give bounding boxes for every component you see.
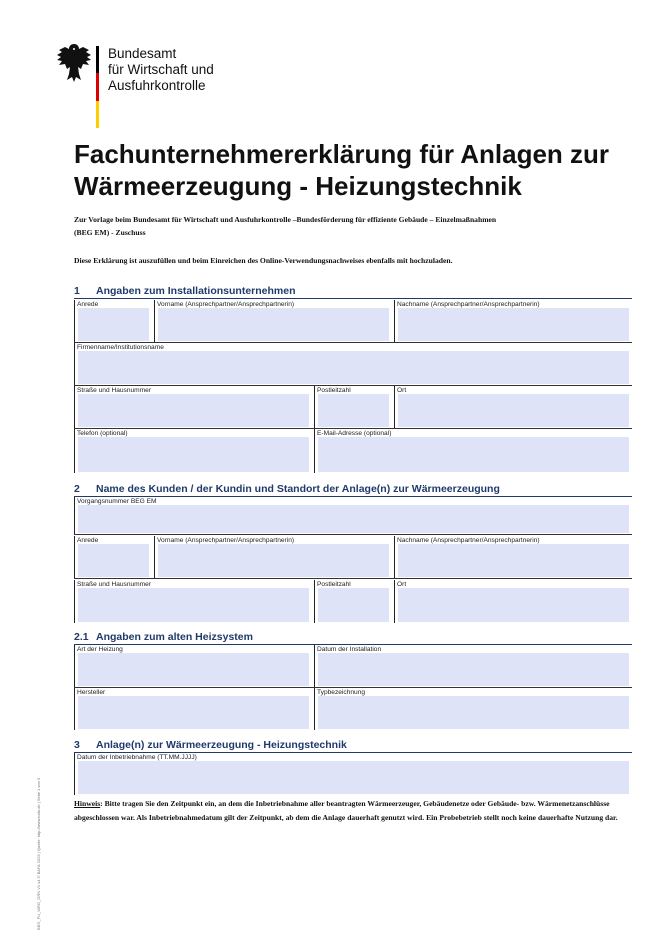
s21-hersteller-field — [74, 688, 312, 730]
section-2-1-number: 2.1 — [74, 631, 89, 643]
s21-hersteller-input[interactable] — [78, 696, 309, 729]
s1-anrede-field — [74, 300, 152, 342]
s21-datum-field — [314, 645, 632, 687]
s21-art-input[interactable] — [78, 653, 309, 686]
page-title — [74, 138, 654, 202]
s2-nachname-label: Nachname (Ansprechpartner/Ansprechpartnerin) — [397, 537, 540, 544]
s1-nachname-input[interactable] — [398, 308, 629, 341]
s21-art-field — [74, 645, 312, 687]
s21-hersteller-label: Hersteller — [77, 689, 106, 696]
s1-ort-label: Ort — [397, 387, 407, 394]
s1-nachname-field — [394, 300, 632, 342]
s2-plz-input[interactable] — [318, 588, 389, 622]
s2-strasse-input[interactable] — [78, 588, 309, 622]
s2-row-divider-2 — [74, 578, 632, 579]
s21-art-label: Art der Heizung — [77, 646, 123, 653]
s21-datum-label: Datum der Installation — [317, 646, 382, 653]
s21-typ-field — [314, 688, 632, 730]
s1-strasse-field — [74, 386, 312, 428]
s21-typ-label: Typbezeichnung — [317, 689, 366, 696]
federal-eagle-logo — [56, 40, 92, 84]
flag-stripe-black — [96, 46, 99, 73]
s1-telefon-field — [74, 429, 312, 473]
hint-note — [74, 797, 634, 825]
section-1-rule — [74, 298, 632, 299]
s3-datum-input[interactable] — [78, 761, 629, 794]
section-1-title: Angaben zum Installationsunternehmen — [96, 285, 296, 297]
s3-datum-label: Datum der Inbetriebnahme (TT.MM.JJJJ) — [77, 754, 197, 761]
s2-vorgang-label: Vorgangsnummer BEG EM — [77, 498, 157, 505]
s1-plz-label: Postleitzahl — [317, 387, 351, 394]
s1-email-label: E-Mail-Adresse (optional) — [317, 430, 392, 437]
s1-anrede-label: Anrede — [77, 301, 99, 308]
section-1-number: 1 — [74, 285, 80, 297]
s1-plz-input[interactable] — [318, 394, 389, 427]
flag-stripe-red — [96, 73, 99, 101]
section-2-title: Name des Kunden / der Kundin und Standort der Anlage(n) zur Wärmeerzeugung — [96, 483, 500, 495]
s2-vorname-input[interactable] — [158, 544, 389, 577]
s1-ort-field — [394, 386, 632, 428]
s1-strasse-label: Straße und Hausnummer — [77, 387, 152, 394]
s1-telefon-label: Telefon (optional) — [77, 430, 128, 437]
title-line-2: Wärmeerzeugung - Heizungstechnik — [74, 171, 522, 201]
s2-strasse-field — [74, 580, 312, 623]
intro-line-1: Zur Vorlage beim Bundesamt für Wirtschaft und Ausfuhrkontrolle –Bundesförderung für effiziente Gebäude – Einzelmaßnahmen — [74, 215, 497, 224]
s21-datum-input[interactable] — [318, 653, 629, 686]
agency-line-2: für Wirtschaft und — [108, 62, 214, 77]
s1-firma-field — [74, 343, 632, 385]
agency-line-3: Ausfuhrkontrolle — [108, 78, 206, 93]
s3-datum-field — [74, 753, 632, 795]
s1-strasse-input[interactable] — [78, 394, 309, 427]
section-2-1-title: Angaben zum alten Heizsystem — [96, 631, 253, 643]
s1-firma-label: Firmenname/Institutionsname — [77, 344, 164, 351]
s2-nachname-input[interactable] — [398, 544, 629, 577]
s2-vorgang-field — [74, 497, 632, 534]
section-2-number: 2 — [74, 483, 80, 495]
intro-instruction: Diese Erklärung ist auszufüllen und beim Einreichen des Online-Verwendungsnachweises ebenfalls mit hochzuladen. — [74, 256, 453, 265]
s2-plz-label: Postleitzahl — [317, 581, 351, 588]
section-3-title: Anlage(n) zur Wärmeerzeugung - Heizungstechnik — [96, 739, 347, 751]
s2-anrede-field — [74, 536, 152, 578]
s2-plz-field — [314, 580, 392, 623]
s2-ort-field — [394, 580, 632, 623]
agency-name — [108, 46, 214, 94]
s1-nachname-label: Nachname (Ansprechpartner/Ansprechpartnerin) — [397, 301, 540, 308]
section-2-heading — [74, 483, 500, 495]
section-3-number: 3 — [74, 739, 80, 751]
s2-vorname-label: Vorname (Ansprechpartner/Ansprechpartnerin) — [157, 537, 295, 544]
section-3-heading — [74, 739, 347, 751]
intro-line-2: (BEG EM) - Zuschuss — [74, 228, 146, 237]
intro-text — [74, 213, 634, 239]
s1-vorname-label: Vorname (Ansprechpartner/Ansprechpartnerin) — [157, 301, 295, 308]
s2-ort-input[interactable] — [398, 588, 629, 622]
s2-ort-label: Ort — [397, 581, 407, 588]
s1-vorname-field — [154, 300, 392, 342]
s2-nachname-field — [394, 536, 632, 578]
s1-email-field — [314, 429, 632, 473]
s2-row-divider-1 — [74, 534, 632, 535]
s1-email-input[interactable] — [318, 437, 629, 472]
s1-ort-input[interactable] — [398, 394, 629, 427]
flag-stripe-gold — [96, 101, 99, 128]
section-2-1-heading — [74, 631, 253, 643]
agency-line-1: Bundesamt — [108, 46, 177, 61]
section-1-heading — [74, 285, 296, 297]
s1-firma-input[interactable] — [78, 351, 629, 384]
hint-label: Hinweis — [74, 799, 101, 808]
s2-strasse-label: Straße und Hausnummer — [77, 581, 152, 588]
document-side-note: BEG_FU_WRG_GRN V1 v4 © BAFA 2023 | Quelle: http://www.bafa.de | Seite 1 von 5 — [36, 777, 41, 930]
flag-bar — [96, 46, 99, 128]
s1-anrede-input[interactable] — [78, 308, 149, 341]
s1-vorname-input[interactable] — [158, 308, 389, 341]
s2-vorgang-input[interactable] — [78, 505, 629, 533]
s1-telefon-input[interactable] — [78, 437, 309, 472]
s1-plz-field — [314, 386, 392, 428]
s21-typ-input[interactable] — [318, 696, 629, 729]
hint-text: : Bitte tragen Sie den Zeitpunkt ein, an dem die Inbetriebnahme aller beantragten Wärmeerzeuger, Gebäudenetze oder Gebäude- bzw. Wärmenetzanschlüsse abgeschlossen war. Als Inbetriebnahmedatum gilt der Zeitpunkt, ab dem die Anlage dauerhaft genutzt wird. Ein Probebetrieb stellt noch keine dauerhafte Nutzung dar. — [74, 799, 618, 822]
s2-anrede-label: Anrede — [77, 537, 99, 544]
s2-anrede-input[interactable] — [78, 544, 149, 577]
title-line-1: Fachunternehmererklärung für Anlagen zur — [74, 139, 610, 169]
s2-vorname-field — [154, 536, 392, 578]
